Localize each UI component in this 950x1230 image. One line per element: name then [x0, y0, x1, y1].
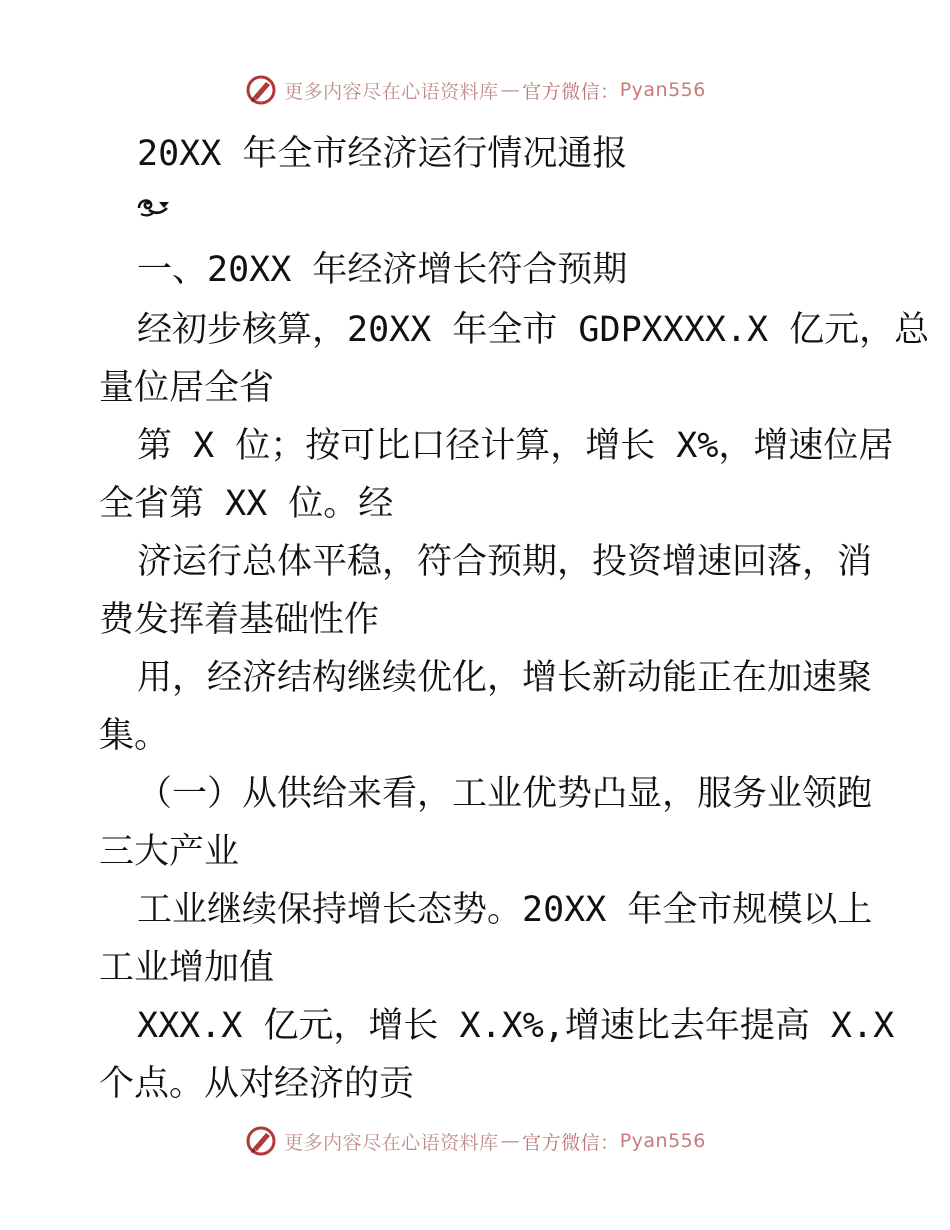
paragraph-line: 济运行总体平稳，符合预期，投资增速回落，消: [137, 542, 873, 582]
document-title: 20XX 年全市经济运行情况通报: [137, 134, 628, 174]
banner-wechat-id: Pyan556: [619, 1130, 706, 1152]
paragraph-line: 量位居全省: [99, 368, 275, 408]
paragraph-line: 工业增加值: [99, 948, 275, 988]
banner-dash: —: [500, 1130, 521, 1152]
banner-official-label: 官方微信：: [522, 1131, 620, 1154]
pen-logo-icon: [244, 73, 278, 107]
paragraph-line: 费发挥着基础性作: [99, 600, 380, 640]
banner-dash: —: [500, 79, 521, 101]
paragraph-line: 集。: [99, 716, 170, 756]
paragraph-line: 个点。从对经济的贡: [99, 1064, 415, 1104]
paragraph-line: 经初步核算，20XX 年全市 GDPXXXX.X 亿元，总: [137, 310, 930, 350]
paragraph-line: 第 X 位；按可比口径计算，增长 X%，增速位居: [137, 426, 894, 466]
pen-logo-icon: [244, 1124, 278, 1158]
subsection-heading: （一）从供给来看，工业优势凸显，服务业领跑: [137, 774, 873, 814]
footer-banner: [0, 1121, 950, 1161]
paragraph-line: 工业继续保持增长态势。20XX 年全市规模以上: [137, 890, 873, 930]
banner-brand-text: 更多内容尽在心语资料库: [284, 80, 499, 103]
header-banner: [0, 70, 950, 110]
paragraph-line: XXX.X 亿元，增长 X.X%,增速比去年提高 X.X: [137, 1006, 895, 1046]
banner-official-label: 官方微信：: [522, 80, 620, 103]
banner-wechat-id: Pyan556: [619, 79, 706, 101]
banner-brand-text: 更多内容尽在心语资料库: [284, 1131, 499, 1154]
decorative-flourish-icon: [137, 196, 171, 218]
paragraph-line: 全省第 XX 位。经: [99, 484, 394, 524]
section-heading-1: 一、20XX 年经济增长符合预期: [137, 250, 628, 290]
paragraph-line: 三大产业: [99, 832, 240, 872]
paragraph-line: 用，经济结构继续优化，增长新动能正在加速聚: [137, 658, 873, 698]
